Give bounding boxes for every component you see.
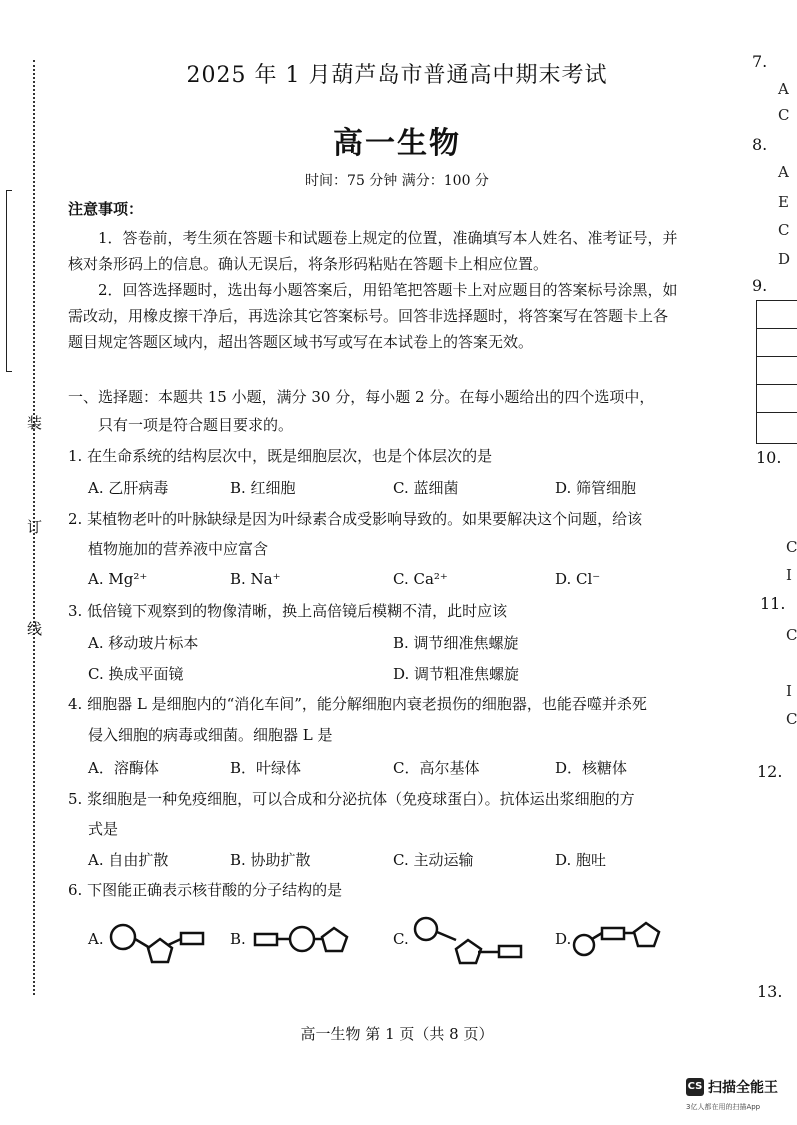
question-2-stem-line1: 2. 某植物老叶的叶脉缺绿是因为叶绿素合成受影响导致的。如果要解决这个问题，给该	[68, 510, 643, 528]
section-heading-line2: 只有一项是符合题目要求的。	[98, 416, 294, 434]
question-5-stem-line1: 5. 浆细胞是一种免疫细胞，可以合成和分泌抗体（免疫球蛋白）。抗体运出浆细胞的方	[68, 790, 635, 808]
right-page-question-13: 13.	[757, 982, 783, 1001]
right-page-letter: E	[778, 193, 789, 211]
binding-char-xian: 线	[27, 620, 43, 638]
question-3-stem: 3. 低倍镜下观察到的物像清晰，换上高倍镜后模糊不清，此时应该	[68, 602, 508, 620]
question-2-option-c: C. Ca²⁺	[393, 570, 448, 588]
question-1-option-b: B. 红细胞	[230, 479, 296, 497]
question-3-option-b: B. 调节细准焦螺旋	[393, 634, 519, 652]
question-3-option-c: C. 换成平面镜	[88, 665, 184, 683]
question-3-option-d: D. 调节粗准焦螺旋	[393, 665, 520, 683]
right-page-letter: C	[786, 710, 797, 728]
binding-char-zhuang: 装	[27, 414, 43, 432]
question-4-option-b: B．叶绿体	[230, 759, 302, 777]
right-page-question-8: 8.	[752, 135, 768, 154]
section-heading	[68, 383, 678, 439]
section-heading-line1: 一、选择题：本题共 15 小题，满分 30 分，每小题 2 分。在每小题给出的四个选项中，	[68, 388, 655, 406]
right-page-letter: C	[786, 626, 797, 644]
right-page-question-7: 7.	[752, 52, 768, 71]
question-6-stem: 6. 下图能正确表示核苷酸的分子结构的是	[68, 881, 343, 899]
question-1-option-c: C. 蓝细菌	[393, 479, 459, 497]
scanner-logo-icon: CS	[686, 1078, 704, 1096]
nucleotide-diagram-b	[250, 915, 360, 970]
right-page-letter: C	[786, 538, 797, 556]
scanner-tagline: 3亿人都在用的扫描App	[686, 1103, 761, 1111]
question-1-stem: 1. 在生命系统的结构层次中，既是细胞层次，也是个体层次的是	[68, 447, 493, 465]
right-page-question-10: 10.	[756, 448, 782, 467]
page-footer: 高一生物 第 1 页（共 8 页）	[300, 1025, 494, 1043]
scan-edge-bracket	[6, 190, 12, 372]
question-5-option-d: D. 胞吐	[555, 851, 607, 869]
right-page-letter: C	[778, 106, 790, 124]
right-page-table	[756, 300, 797, 444]
binding-char-ding: 订	[27, 518, 43, 536]
notice-heading: 注意事项：	[68, 200, 144, 218]
question-2-option-b: B. Na⁺	[230, 570, 281, 588]
right-page-letter: C	[778, 221, 790, 239]
question-5-option-b: B. 协助扩散	[230, 851, 311, 869]
nucleotide-diagram-d	[570, 915, 670, 970]
time-info: 时间：75 分钟 满分：100 分	[305, 173, 489, 189]
right-page-letter: A	[778, 163, 789, 181]
question-4-option-d: D．核糖体	[555, 759, 628, 777]
question-3-option-a: A. 移动玻片标本	[88, 634, 199, 652]
question-4-stem-line2: 侵入细胞的病毒或细菌。细胞器 L 是	[88, 726, 333, 744]
question-6-option-c-label: C.	[393, 930, 409, 948]
nucleotide-diagram-a	[106, 915, 216, 970]
right-page-question-9: 9.	[752, 276, 768, 295]
notice-item-1: 1．答卷前，考生须在答题卡和试题卷上规定的位置，准确填写本人姓名、准考证号，并核对条形码上的信息。确认无误后，将条形码粘贴在答题卡上相应位置。	[68, 229, 678, 273]
question-5-option-a: A. 自由扩散	[88, 851, 169, 869]
question-6-option-d-label: D.	[555, 930, 572, 948]
exam-title: 2025 年 1 月葫芦岛市普通高中期末考试	[186, 63, 608, 88]
question-4-option-a: A．溶酶体	[88, 759, 159, 777]
right-page-question-12: 12.	[757, 762, 783, 781]
notice-item-2: 2．回答选择题时，选出每小题答案后，用铅笔把答题卡上对应题目的答案标号涂黑，如需改动，用橡皮擦干净后，再选涂其它答案标号。回答非选择题时，将答案写在答题卡上各题目规定答题区域内，超出答题区域书写或写在本试卷上的答案无效。	[68, 281, 678, 351]
right-page-letter: A	[778, 80, 789, 98]
question-4-stem-line1: 4. 细胞器 L 是细胞内的“消化车间”，能分解细胞内衰老损伤的细胞器，也能吞噬并杀死	[68, 695, 647, 713]
question-1-option-a: A. 乙肝病毒	[88, 479, 169, 497]
question-2-option-d: D. Cl⁻	[555, 570, 601, 588]
question-2-stem-line2: 植物施加的营养液中应富含	[88, 540, 269, 558]
question-6-option-a-label: A.	[88, 930, 104, 948]
question-5-option-c: C. 主动运输	[393, 851, 474, 869]
question-4-option-c: C．高尔基体	[393, 759, 480, 777]
question-5-stem-line2: 式是	[88, 820, 119, 838]
question-2-option-a: A. Mg²⁺	[88, 570, 148, 588]
right-page-question-11: 11.	[760, 594, 786, 613]
nucleotide-diagram-c	[410, 912, 530, 967]
question-6-option-b-label: B.	[230, 930, 246, 948]
question-1-option-d: D. 筛管细胞	[555, 479, 637, 497]
right-page-letter: I	[786, 566, 792, 584]
right-page-letter: D	[778, 250, 791, 268]
right-page-letter: I	[786, 682, 792, 700]
scanner-app-name: 扫描全能王	[708, 1080, 778, 1096]
subject-title: 高一生物	[333, 126, 461, 161]
